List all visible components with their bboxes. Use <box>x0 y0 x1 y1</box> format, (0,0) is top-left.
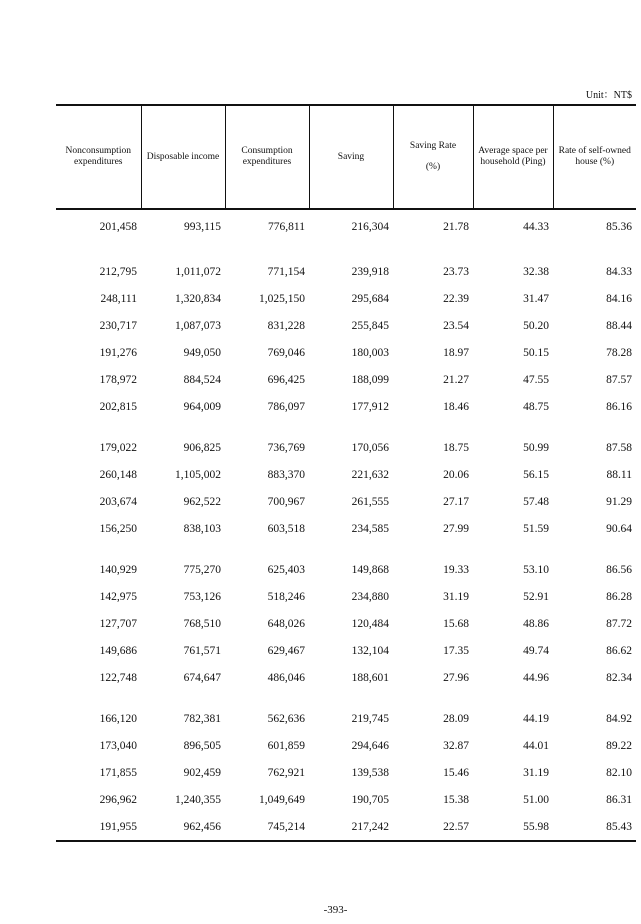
table-row <box>56 542 636 583</box>
cell-saving-rate: 21.27 <box>443 373 469 386</box>
table-row <box>56 610 636 637</box>
cell-saving: 177,912 <box>351 400 389 413</box>
cell-nonconsumption: 171,855 <box>99 766 137 779</box>
cell-consumption: 776,811 <box>268 221 305 233</box>
table-row <box>56 461 636 488</box>
cell-nonconsumption: 122,748 <box>99 671 137 684</box>
table-row <box>56 515 636 542</box>
cell-consumption: 831,228 <box>267 319 305 332</box>
cell-self-owned-rate: 88.11 <box>606 468 632 481</box>
cell-saving: 180,003 <box>351 346 389 359</box>
cell-consumption: 1,049,649 <box>259 793 305 806</box>
cell-consumption: 786,097 <box>267 400 305 413</box>
page-number: -393- <box>323 904 348 916</box>
cell-self-owned-rate: 86.31 <box>606 793 632 806</box>
cell-self-owned-rate: 88.44 <box>606 319 632 332</box>
cell-saving: 139,538 <box>351 766 389 779</box>
cell-average-space: 31.19 <box>523 766 549 779</box>
header-saving-rate-label: Saving Rate <box>409 141 457 151</box>
cell-disposable-income: 964,009 <box>183 400 221 413</box>
cell-consumption: 771,154 <box>267 265 305 278</box>
cell-average-space: 44.33 <box>523 221 549 233</box>
cell-consumption: 769,046 <box>267 346 305 359</box>
header-consumption: Consumption expenditures <box>225 105 309 209</box>
cell-saving-rate: 22.39 <box>443 292 469 305</box>
header-saving-rate <box>393 105 473 209</box>
cell-self-owned-rate: 87.57 <box>606 373 632 386</box>
cell-self-owned-rate: 84.92 <box>606 712 632 725</box>
cell-consumption: 603,518 <box>267 522 305 535</box>
table-row <box>56 393 636 420</box>
cell-saving-rate: 15.46 <box>443 766 469 779</box>
header-saving-rate-unit: (%) <box>425 162 441 172</box>
header-nonconsumption: Nonconsumption expenditures <box>56 105 141 209</box>
cell-saving: 190,705 <box>351 793 389 806</box>
table-row <box>56 339 636 366</box>
cell-nonconsumption: 248,111 <box>100 292 137 305</box>
cell-nonconsumption: 166,120 <box>99 712 137 725</box>
cell-average-space: 51.00 <box>523 793 549 806</box>
cell-consumption: 562,636 <box>267 712 305 725</box>
table-row <box>56 637 636 664</box>
cell-average-space: 44.96 <box>523 671 549 684</box>
cell-average-space: 57.48 <box>523 495 549 508</box>
cell-nonconsumption: 156,250 <box>99 522 137 535</box>
cell-self-owned-rate: 87.58 <box>606 441 632 454</box>
table-row <box>56 244 636 285</box>
cell-disposable-income: 753,126 <box>183 590 221 603</box>
cell-saving: 261,555 <box>351 495 389 508</box>
cell-self-owned-rate: 85.36 <box>606 221 632 233</box>
cell-average-space: 52.91 <box>523 590 549 603</box>
cell-consumption: 486,046 <box>267 671 305 684</box>
cell-saving-rate: 18.97 <box>443 346 469 359</box>
cell-self-owned-rate: 82.34 <box>606 671 632 684</box>
cell-self-owned-rate: 86.28 <box>606 590 632 603</box>
cell-saving-rate: 20.06 <box>443 468 469 481</box>
cell-disposable-income: 775,270 <box>183 563 221 576</box>
cell-self-owned-rate: 86.56 <box>606 563 632 576</box>
table-row <box>56 420 636 461</box>
cell-average-space: 56.15 <box>523 468 549 481</box>
cell-nonconsumption: 179,022 <box>99 441 137 454</box>
cell-saving: 221,632 <box>351 468 389 481</box>
cell-average-space: 44.01 <box>523 739 549 752</box>
cell-nonconsumption: 127,707 <box>99 617 137 630</box>
cell-average-space: 53.10 <box>523 563 549 576</box>
cell-saving: 216,304 <box>351 221 389 233</box>
table-row <box>56 285 636 312</box>
cell-saving: 188,099 <box>351 373 389 386</box>
cell-disposable-income: 1,087,073 <box>175 319 221 332</box>
table-row <box>56 691 636 732</box>
cell-disposable-income: 993,115 <box>184 221 221 233</box>
cell-saving-rate: 18.75 <box>443 441 469 454</box>
cell-self-owned-rate: 90.64 <box>606 522 632 535</box>
cell-saving: 219,745 <box>351 712 389 725</box>
cell-consumption: 601,859 <box>267 739 305 752</box>
cell-self-owned-rate: 78.28 <box>606 346 632 359</box>
cell-disposable-income: 884,524 <box>183 373 221 386</box>
cell-self-owned-rate: 86.16 <box>606 400 632 413</box>
cell-saving-rate: 27.17 <box>443 495 469 508</box>
cell-average-space: 48.86 <box>523 617 549 630</box>
cell-saving: 132,104 <box>351 644 389 657</box>
cell-saving-rate: 22.57 <box>393 813 473 841</box>
cell-saving-rate: 27.96 <box>443 671 469 684</box>
cell-consumption: 518,246 <box>267 590 305 603</box>
cell-saving-rate: 23.54 <box>443 319 469 332</box>
cell-average-space: 50.20 <box>523 319 549 332</box>
cell-saving: 217,242 <box>309 813 393 841</box>
cell-average-space: 48.75 <box>523 400 549 413</box>
cell-disposable-income: 768,510 <box>183 617 221 630</box>
cell-nonconsumption: 142,975 <box>99 590 137 603</box>
cell-disposable-income: 838,103 <box>183 522 221 535</box>
cell-saving-rate: 17.35 <box>443 644 469 657</box>
cell-saving: 170,056 <box>351 441 389 454</box>
cell-nonconsumption: 149,686 <box>99 644 137 657</box>
cell-nonconsumption: 230,717 <box>99 319 137 332</box>
cell-consumption: 745,214 <box>225 813 309 841</box>
cell-disposable-income: 949,050 <box>183 346 221 359</box>
cell-self-owned-rate: 84.33 <box>606 265 632 278</box>
cell-consumption: 883,370 <box>267 468 305 481</box>
cell-average-space: 55.98 <box>473 813 553 841</box>
cell-nonconsumption: 178,972 <box>99 373 137 386</box>
cell-self-owned-rate: 89.22 <box>606 739 632 752</box>
cell-consumption: 700,967 <box>267 495 305 508</box>
table-row <box>56 664 636 691</box>
header-average-space: Average space per household (Ping) <box>473 105 553 209</box>
cell-consumption: 629,467 <box>267 644 305 657</box>
cell-consumption: 762,921 <box>267 766 305 779</box>
header-disposable-income: Disposable income <box>141 105 225 209</box>
cell-saving: 295,684 <box>351 292 389 305</box>
cell-saving: 188,601 <box>351 671 389 684</box>
cell-disposable-income: 761,571 <box>183 644 221 657</box>
cell-saving-rate: 18.46 <box>443 400 469 413</box>
header-saving: Saving <box>309 105 393 209</box>
cell-saving-rate: 28.09 <box>443 712 469 725</box>
cell-saving-rate: 15.38 <box>443 793 469 806</box>
cell-saving-rate: 19.33 <box>443 563 469 576</box>
cell-saving-rate: 15.68 <box>443 617 469 630</box>
cell-saving-rate: 31.19 <box>443 590 469 603</box>
table-body <box>56 209 636 841</box>
cell-average-space: 51.59 <box>523 522 549 535</box>
table-row <box>56 786 636 813</box>
cell-saving: 234,880 <box>351 590 389 603</box>
table-row <box>56 813 636 841</box>
cell-disposable-income: 896,505 <box>183 739 221 752</box>
cell-nonconsumption: 173,040 <box>99 739 137 752</box>
cell-self-owned-rate: 85.43 <box>553 813 636 841</box>
cell-nonconsumption: 140,929 <box>99 563 137 576</box>
cell-disposable-income: 1,011,072 <box>175 265 221 278</box>
cell-self-owned-rate: 91.29 <box>606 495 632 508</box>
header-self-owned-rate: Rate of self-owned house (%) <box>553 105 636 209</box>
cell-saving-rate: 21.78 <box>443 221 469 233</box>
unit-label: Unit：NT$ <box>585 90 632 101</box>
cell-average-space: 32.38 <box>523 265 549 278</box>
cell-disposable-income: 782,381 <box>183 712 221 725</box>
cell-self-owned-rate: 84.16 <box>606 292 632 305</box>
cell-saving: 120,484 <box>351 617 389 630</box>
header-row <box>56 105 636 209</box>
cell-disposable-income: 962,522 <box>183 495 221 508</box>
data-table-container <box>56 104 636 842</box>
cell-disposable-income: 962,456 <box>141 813 225 841</box>
cell-nonconsumption: 191,276 <box>99 346 137 359</box>
cell-self-owned-rate: 82.10 <box>606 766 632 779</box>
cell-disposable-income: 1,105,002 <box>175 468 221 481</box>
cell-nonconsumption: 201,458 <box>99 221 137 233</box>
cell-saving: 294,646 <box>351 739 389 752</box>
cell-nonconsumption: 191,955 <box>56 813 141 841</box>
cell-average-space: 47.55 <box>523 373 549 386</box>
cell-self-owned-rate: 86.62 <box>606 644 632 657</box>
cell-nonconsumption: 203,674 <box>99 495 137 508</box>
cell-saving: 149,868 <box>351 563 389 576</box>
cell-nonconsumption: 260,148 <box>99 468 137 481</box>
cell-disposable-income: 1,320,834 <box>175 292 221 305</box>
cell-average-space: 31.47 <box>523 292 549 305</box>
cell-nonconsumption: 202,815 <box>99 400 137 413</box>
cell-disposable-income: 902,459 <box>183 766 221 779</box>
cell-saving: 255,845 <box>351 319 389 332</box>
table-row <box>56 732 636 759</box>
cell-saving: 234,585 <box>351 522 389 535</box>
table-row <box>56 209 636 244</box>
cell-saving-rate: 23.73 <box>443 265 469 278</box>
table-row <box>56 488 636 515</box>
cell-average-space: 44.19 <box>523 712 549 725</box>
cell-disposable-income: 1,240,355 <box>175 793 221 806</box>
cell-consumption: 696,425 <box>267 373 305 386</box>
cell-nonconsumption: 296,962 <box>99 793 137 806</box>
cell-consumption: 648,026 <box>267 617 305 630</box>
cell-nonconsumption: 212,795 <box>99 265 137 278</box>
cell-average-space: 49.74 <box>523 644 549 657</box>
cell-consumption: 736,769 <box>267 441 305 454</box>
table-row <box>56 583 636 610</box>
cell-disposable-income: 674,647 <box>183 671 221 684</box>
cell-self-owned-rate: 87.72 <box>606 617 632 630</box>
cell-consumption: 1,025,150 <box>259 292 305 305</box>
table-row <box>56 366 636 393</box>
table-row <box>56 312 636 339</box>
cell-disposable-income: 906,825 <box>183 441 221 454</box>
cell-average-space: 50.99 <box>523 441 549 454</box>
cell-saving-rate: 27.99 <box>443 522 469 535</box>
cell-saving-rate: 32.87 <box>443 739 469 752</box>
cell-average-space: 50.15 <box>523 346 549 359</box>
table-row <box>56 759 636 786</box>
cell-consumption: 625,403 <box>267 563 305 576</box>
cell-saving: 239,918 <box>351 265 389 278</box>
data-table <box>56 104 636 842</box>
